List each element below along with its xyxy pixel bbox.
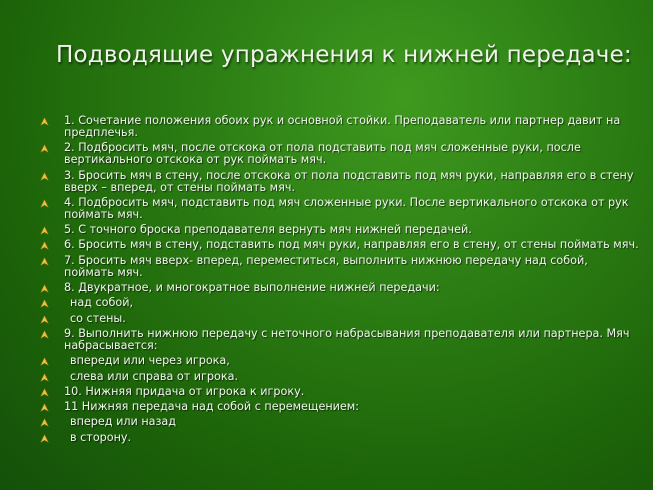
list-item-text: со стены. bbox=[70, 311, 126, 325]
list-item-text: 11 Нижняя передача над собой с перемещением: bbox=[64, 400, 360, 414]
arrow-bullet-icon bbox=[40, 257, 49, 266]
list-item-text: 9. Выполнить нижнюю передачу с неточного набрасывания преподавателя или партнера. Мяч набрасывается: bbox=[64, 326, 630, 352]
arrow-bullet-icon bbox=[40, 172, 49, 181]
sub-list-item bbox=[40, 371, 640, 383]
list-item bbox=[40, 328, 640, 352]
arrow-bullet-icon bbox=[40, 117, 49, 126]
list-item-text: 7. Бросить мяч вверх- вперед, переместиться, выполнить нижнюю передачу над собой, поймать мяч. bbox=[64, 253, 588, 279]
arrow-bullet-icon bbox=[40, 373, 49, 382]
arrow-bullet-icon bbox=[40, 388, 49, 397]
arrow-bullet-icon bbox=[40, 315, 49, 324]
list-item-text: 8. Двукратное, и многократное выполнение нижней передачи: bbox=[64, 281, 440, 295]
list-item bbox=[40, 197, 640, 221]
arrow-bullet-icon bbox=[40, 284, 49, 293]
list-item bbox=[40, 401, 640, 413]
sub-list-item bbox=[40, 313, 640, 325]
exercise-list bbox=[40, 115, 640, 447]
list-item bbox=[40, 142, 640, 166]
list-item-text: над собой, bbox=[70, 296, 134, 310]
list-item-text: 1. Сочетание положения обоих рук и основной стойки. Преподаватель или партнер давит на предплечья. bbox=[64, 114, 621, 139]
sub-list-item bbox=[40, 355, 640, 367]
arrow-bullet-icon bbox=[40, 418, 49, 427]
list-item bbox=[40, 255, 640, 279]
slide-title: Подводящие упражнения к нижней передаче: bbox=[56, 42, 632, 68]
arrow-bullet-icon bbox=[40, 144, 49, 153]
list-item-text: слева или справа от игрока. bbox=[70, 369, 239, 383]
arrow-bullet-icon bbox=[40, 226, 49, 235]
list-item-text: впереди или через игрока, bbox=[70, 354, 230, 368]
arrow-bullet-icon bbox=[40, 299, 49, 308]
arrow-bullet-icon bbox=[40, 403, 49, 412]
sub-list-item bbox=[40, 432, 640, 444]
arrow-bullet-icon bbox=[40, 199, 49, 208]
list-item bbox=[40, 386, 640, 398]
list-item-text: 3. Бросить мяч в стену, после отскока от пола подставить под мяч руки, направляя его в стену вверх – вперед, от стены поймать мяч. bbox=[64, 168, 634, 194]
list-item bbox=[40, 282, 640, 294]
list-item bbox=[40, 239, 640, 251]
list-item-text: в сторону. bbox=[70, 430, 132, 444]
list-item bbox=[40, 224, 640, 236]
arrow-bullet-icon bbox=[40, 330, 49, 339]
list-item-text: вперед или назад bbox=[70, 415, 177, 429]
list-item-text: 4. Подбросить мяч, подставить под мяч сложенные руки. После вертикального отскока от рук поймать мяч. bbox=[64, 195, 629, 221]
list-item-text: 10. Нижняя придача от игрока к игроку. bbox=[64, 384, 305, 398]
sub-list-item bbox=[40, 416, 640, 428]
arrow-bullet-icon bbox=[40, 434, 49, 443]
list-item bbox=[40, 170, 640, 194]
list-item bbox=[40, 115, 640, 139]
list-item-text: 2. Подбросить мяч, после отскока от пола подставить под мяч сложенные руки, после вертикального отскока от рук поймать мяч. bbox=[64, 141, 581, 167]
arrow-bullet-icon bbox=[40, 241, 49, 250]
list-item-text: 5. С точного броска преподавателя вернуть мяч нижней передачей. bbox=[64, 223, 472, 237]
arrow-bullet-icon bbox=[40, 357, 49, 366]
sub-list-item bbox=[40, 297, 640, 309]
list-item-text: 6. Бросить мяч в стену, подставить под мяч руки, направляя его в стену, от стены поймать мяч. bbox=[64, 238, 639, 252]
